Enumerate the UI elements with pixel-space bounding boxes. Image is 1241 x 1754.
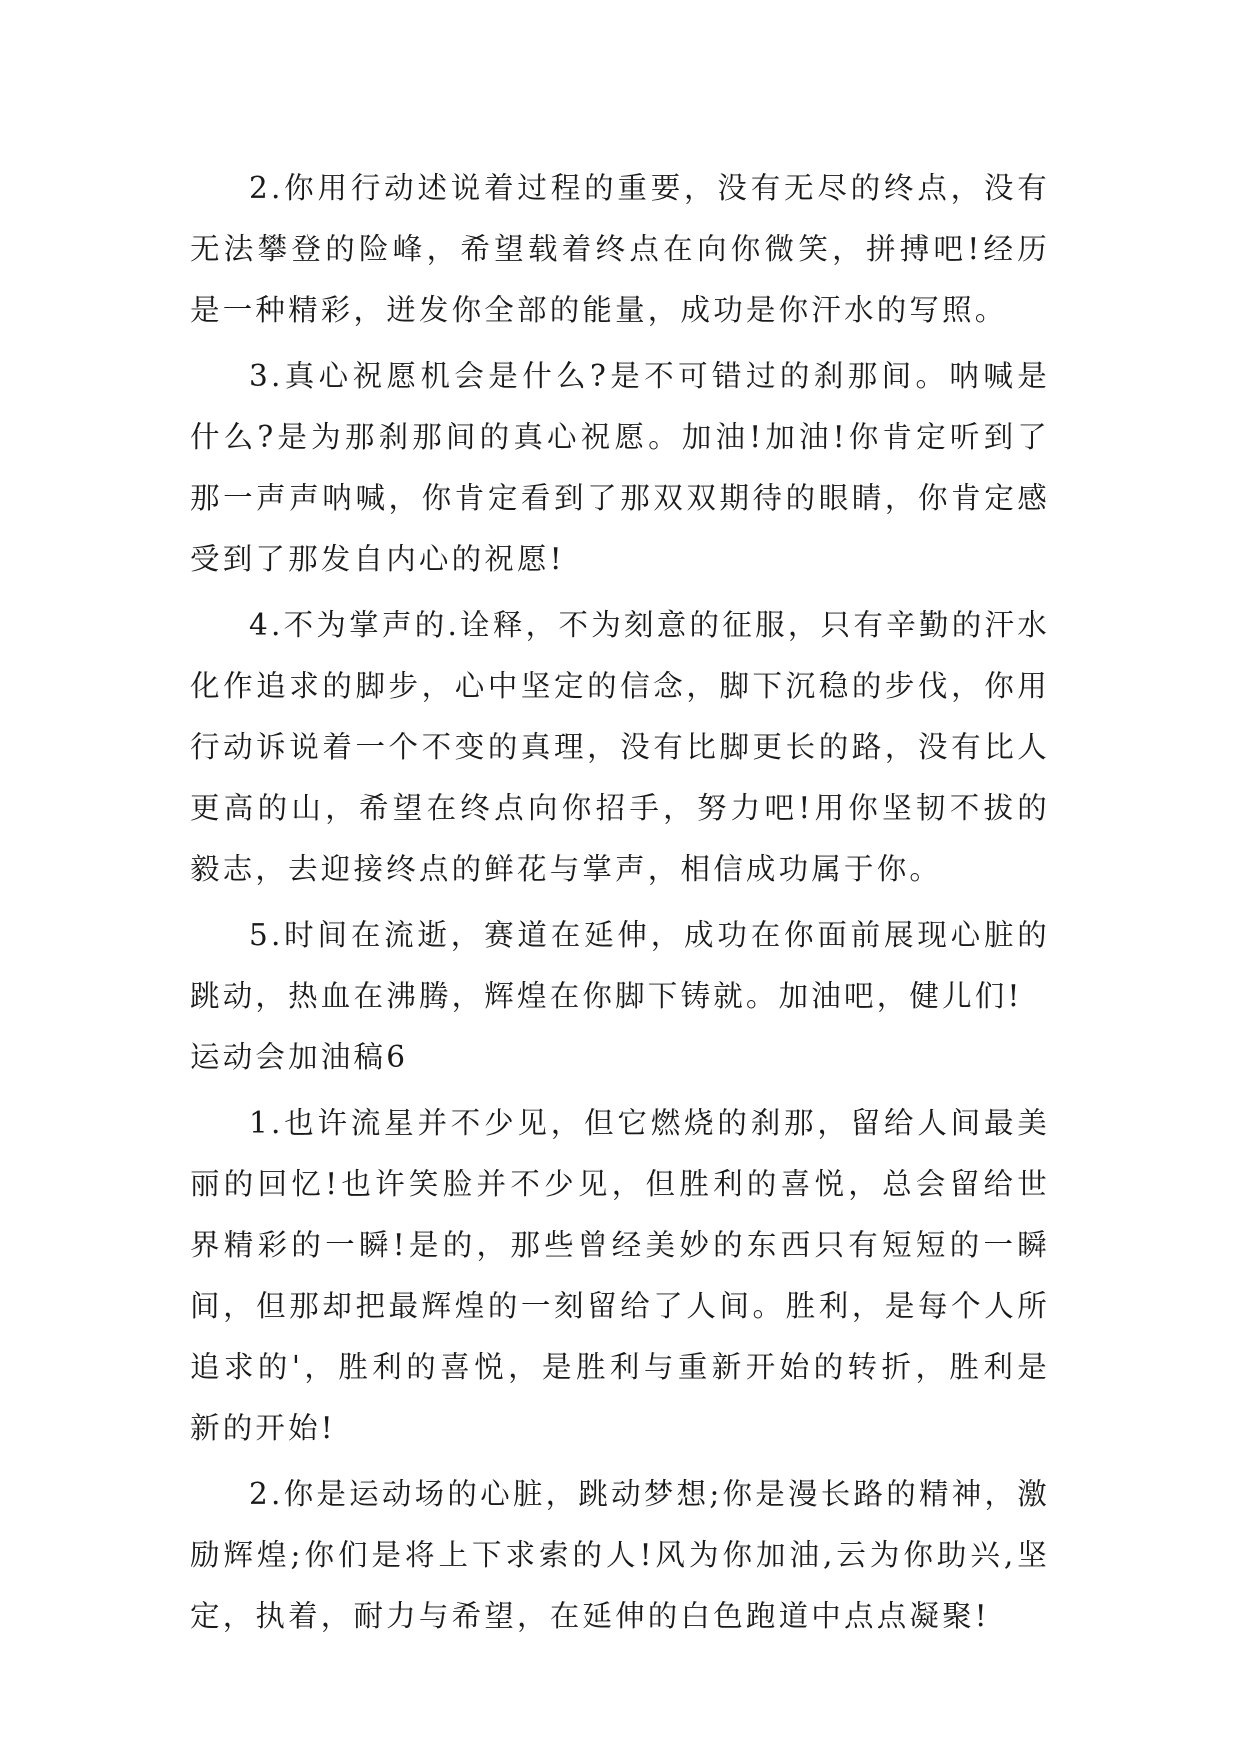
paragraph: 2.你用行动述说着过程的重要，没有无尽的终点，没有无法攀登的险峰，希望载着终点在向你微笑，拼搏吧!经历是一种精彩，迸发你全部的能量，成功是你汗水的写照。 (190, 171, 1050, 327)
document-body (190, 158, 1050, 1647)
paragraph: 1.也许流星并不少见，但它燃烧的刹那，留给人间最美丽的回忆!也许笑脸并不少见，但胜利的喜悦，总会留给世界精彩的一瞬!是的，那些曾经美妙的东西只有短短的一瞬间，但那却把最辉煌的一刻留给了人间。胜利，是每个人所追求的'，胜利的喜悦，是胜利与重新开始的转折，胜利是新的开始! (190, 1106, 1050, 1445)
paragraph: 4.不为掌声的.诠释，不为刻意的征服，只有辛勤的汗水化作追求的脚步，心中坚定的信念，脚下沉稳的步伐，你用行动诉说着一个不变的真理，没有比脚更长的路，没有比人更高的山，希望在终点向你招手，努力吧!用你坚韧不拔的毅志，去迎接终点的鲜花与掌声，相信成功属于你。 (190, 608, 1050, 886)
paragraph: 2.你是运动场的心脏，跳动梦想;你是漫长路的精神，激励辉煌;你们是将上下求索的人!风为你加油,云为你助兴,坚定，执着，耐力与希望，在延伸的白色跑道中点点凝聚! (190, 1477, 1050, 1633)
paragraph: 3.真心祝愿机会是什么?是不可错过的刹那间。呐喊是什么?是为那刹那间的真心祝愿。加油!加油!你肯定听到了那一声声呐喊，你肯定看到了那双双期待的眼睛，你肯定感受到了那发自内心的祝愿! (190, 359, 1050, 576)
paragraph: 5.时间在流逝，赛道在延伸，成功在你面前展现心脏的跳动，热血在沸腾，辉煌在你脚下铸就。加油吧，健儿们! (190, 918, 1050, 1013)
section-title: 运动会加油稿6 (190, 1040, 409, 1074)
